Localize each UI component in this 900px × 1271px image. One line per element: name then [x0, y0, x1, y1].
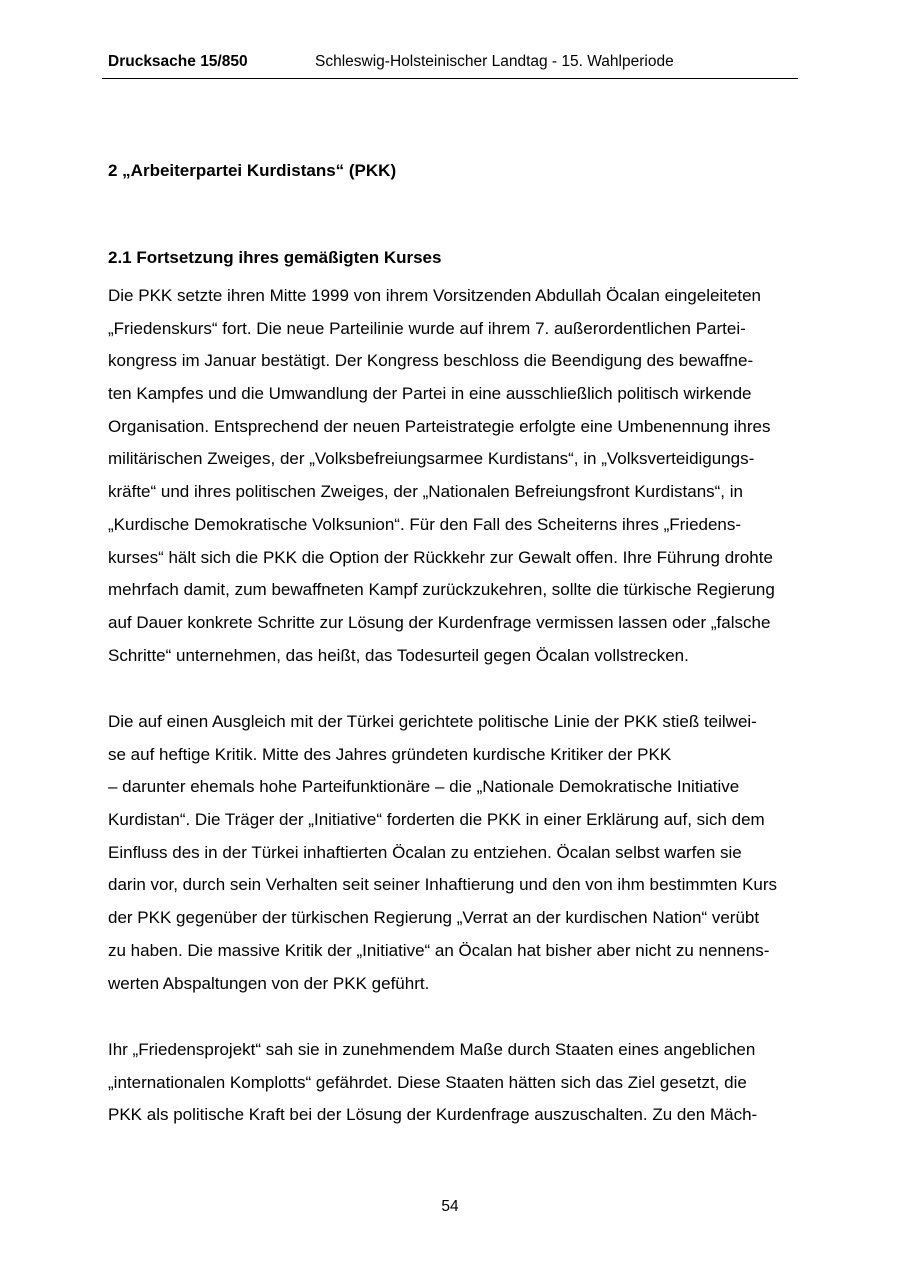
text-line: darin vor, durch sein Verhalten seit seiner Inhaftierung und den von ihm bestimmten Kurs — [108, 875, 778, 895]
text-line: se auf heftige Kritik. Mitte des Jahres gründeten kurdische Kritiker der PKK — [108, 744, 672, 764]
text-line: werten Abspaltungen von der PKK geführt. — [108, 973, 430, 993]
text-line: militärischen Zweiges, der „Volksbefreiungsarmee Kurdistans“, in „Volksverteidigungs- — [108, 449, 755, 469]
text-line: zu haben. Die massive Kritik der „Initiative“ an Öcalan hat bisher aber nicht zu nennens- — [108, 940, 770, 960]
text-line: Die PKK setzte ihren Mitte 1999 von ihrem Vorsitzenden Abdullah Öcalan eingeleiteten — [108, 286, 762, 305]
paragraph-3 — [108, 1034, 757, 1132]
document-number: Drucksache 15/850 — [108, 53, 248, 70]
text-line: Kurdistan“. Die Träger der „Initiative“ forderten die PKK in einer Erklärung auf, sich dem — [108, 810, 765, 830]
text-line: kongress im Januar bestätigt. Der Kongress beschloss die Beendigung des bewaffne- — [108, 351, 754, 371]
text-line: Die auf einen Ausgleich mit der Türkei gerichtete politische Linie der PKK stieß teilwei- — [108, 712, 757, 731]
text-line: „internationalen Komplotts“ gefährdet. Diese Staaten hätten sich das Ziel gesetzt, die — [108, 1072, 747, 1092]
text-line: der PKK gegenüber der türkischen Regierung „Verrat an der kurdischen Nation“ verübt — [108, 908, 760, 928]
parliament-title: Schleswig-Holsteinischer Landtag - 15. Wahlperiode — [315, 53, 674, 70]
subsection-heading: 2.1 Fortsetzung ihres gemäßigten Kurses — [108, 248, 442, 267]
text-line: „Friedenskurs“ fort. Die neue Parteilinie wurde auf ihrem 7. außerordentlichen Partei- — [108, 318, 746, 338]
text-line: Ihr „Friedensprojekt“ sah sie in zunehmendem Maße durch Staaten eines angeblichen — [108, 1040, 756, 1059]
page-number: 54 — [441, 1198, 459, 1215]
page-header — [102, 50, 798, 79]
text-line: auf Dauer konkrete Schritte zur Lösung der Kurdenfrage vermissen lassen oder „falsche — [108, 612, 771, 632]
text-line: mehrfach damit, zum bewaffneten Kampf zurückzukehren, sollte die türkische Regierung — [108, 580, 775, 600]
text-line: kurses“ hält sich die PKK die Option der Rückkehr zur Gewalt offen. Ihre Führung drohte — [108, 547, 773, 567]
text-line: Organisation. Entsprechend der neuen Parteistrategie erfolgte eine Umbenennung ihres — [108, 416, 771, 436]
text-line: – darunter ehemals hohe Parteifunktionäre – die „Nationale Demokratische Initiative — [108, 777, 740, 797]
paragraph-1 — [108, 280, 775, 672]
text-line: kräfte“ und ihres politischen Zweiges, der „Nationalen Befreiungsfront Kurdistans“, in — [108, 482, 743, 502]
text-line: „Kurdische Demokratische Volksunion“. Für den Fall des Scheiterns ihres „Friedens- — [108, 514, 742, 534]
text-line: PKK als politische Kraft bei der Lösung der Kurdenfrage auszuschalten. Zu den Mäch- — [108, 1105, 758, 1125]
paragraph-2 — [108, 706, 777, 1000]
text-line: Schritte“ unternehmen, das heißt, das Todesurteil gegen Öcalan vollstrecken. — [108, 645, 689, 665]
text-line: Einfluss des in der Türkei inhaftierten Öcalan zu entziehen. Öcalan selbst warfen sie — [108, 842, 742, 862]
section-heading: 2 „Arbeiterpartei Kurdistans“ (PKK) — [108, 161, 397, 180]
text-line: ten Kampfes und die Umwandlung der Partei in eine ausschließlich politisch wirkende — [108, 384, 752, 404]
